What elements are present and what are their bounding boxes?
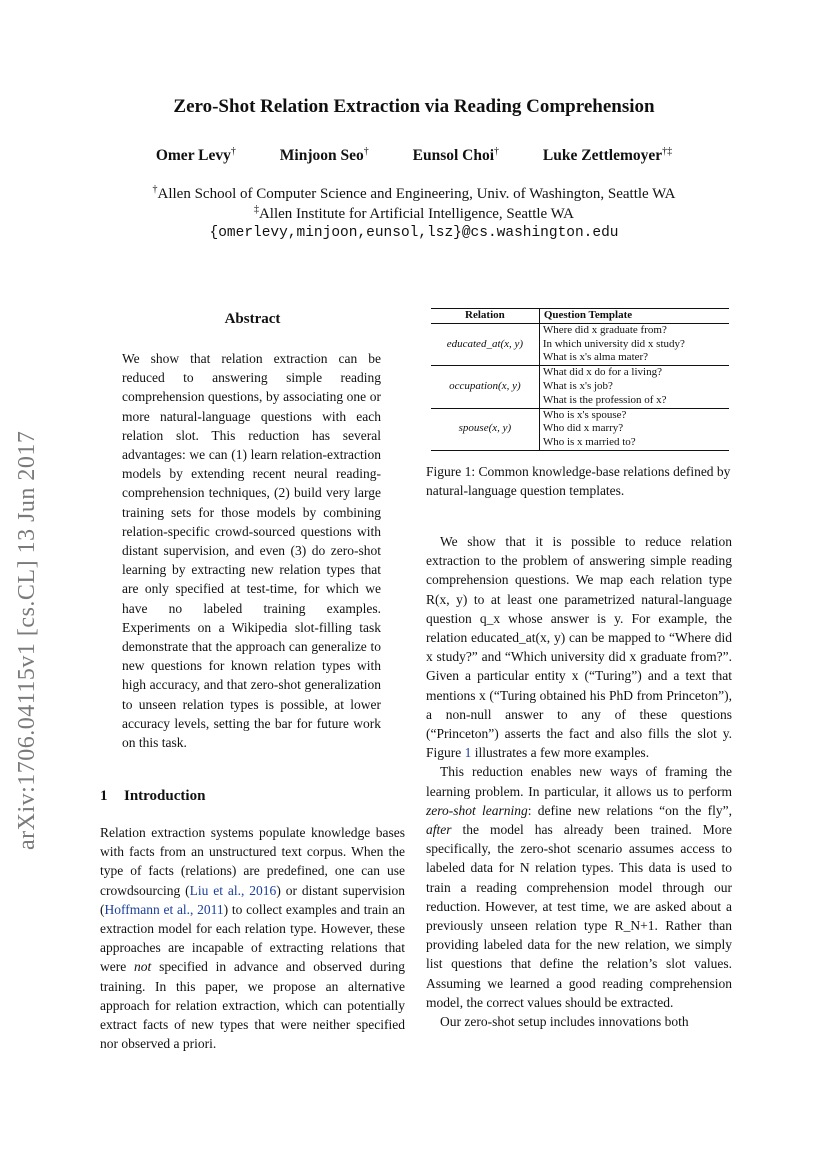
question-cell: Who is x's spouse? Who did x marry? Who is x married to? bbox=[539, 408, 729, 450]
affiliation: †Allen School of Computer Science and Engineering, Univ. of Washington, Seattle WA bbox=[152, 184, 676, 202]
paragraph: This reduction enables new ways of framing the learning problem. In particular, it allows us to perform zero-shot learning: define new relations “on the fly”, after the model has already been trained. More specifically, the zero-shot scenario assumes access to labeled data for N relation types. This data is used to train a reading comprehension model through our reduction. However, at test time, we are asked about a previously unseen relation type R_N+1. Rather than providing labeled data for the new relation, we simply list questions that define the relation’s slot values. Assuming we learned a good reading comprehension model, the correct values should be extracted. bbox=[426, 764, 733, 1010]
relation-cell: educated_at(x, y) bbox=[431, 323, 539, 365]
abstract-heading: Abstract bbox=[224, 311, 281, 327]
citation-link[interactable]: Liu et al., 2016 bbox=[189, 882, 277, 898]
author-email: {omerlevy,minjoon,eunsol,lsz}@cs.washington.edu bbox=[209, 225, 619, 241]
figure-1-table bbox=[431, 308, 729, 451]
relation-cell: spouse(x, y) bbox=[431, 408, 539, 450]
table-row bbox=[431, 408, 729, 450]
table-row bbox=[431, 366, 729, 408]
column-header: Relation bbox=[431, 309, 539, 324]
author-list bbox=[0, 146, 828, 165]
figure-ref-link[interactable]: 1 bbox=[464, 745, 472, 761]
column-header: Question Template bbox=[539, 309, 729, 324]
author: Luke Zettlemoyer†‡ bbox=[542, 146, 673, 165]
paper-title: Zero-Shot Relation Extraction via Reading Comprehension bbox=[173, 96, 655, 117]
question-cell: Where did x graduate from? In which university did x study? What is x's alma mater? bbox=[539, 323, 729, 365]
author: Minjoon Seo† bbox=[279, 146, 369, 165]
question-cell: What did x do for a living? What is x's job? What is the profession of x? bbox=[539, 366, 729, 408]
arxiv-stamp: arXiv:1706.04115v1 [cs.CL] 13 Jun 2017 bbox=[14, 430, 40, 850]
citation-link[interactable]: Hoffmann et al., 2011 bbox=[104, 901, 224, 917]
author: Eunsol Choi† bbox=[412, 146, 500, 165]
relation-cell: occupation(x, y) bbox=[431, 366, 539, 408]
paragraph: Our zero-shot setup includes innovations both bbox=[440, 1014, 689, 1030]
abstract-text: We show that relation extraction can be reduced to answering simple reading comprehension questions, by associating one or more natural-language questions with each relation slot. This reduction has several advantages: we can (1) learn relation-extraction models by extending recent neural reading-comprehension techniques, (2) build very large training sets for those models by combining relation-specific crowd-sourced questions with distant supervision, and even (3) do zero-shot learning by extracting new relation types that are only specified at test-time, for which we have no labeled training examples. Experiments on a Wikipedia slot-filling task demonstrate that the approach can generalize to new questions for known relation types with high accuracy, and that zero-shot generalization to unseen relation types is possible, at lower accuracy levels, setting the bar for future work on this task. bbox=[122, 351, 381, 751]
figure-caption: Figure 1: Common knowledge-base relations defined by natural-language question templates. bbox=[426, 464, 731, 499]
paragraph: We show that it is possible to reduce relation extraction to the problem of answering simple reading comprehension questions. We map each relation type R(x, y) to at least one parametrized natural-language question q_x whose answer is y. For example, the relation educated_at(x, y) can be mapped to “Where did x study?” and “Which university did x graduate from?”. Given a particular entity x (“Turing”) and a text that mentions x (“Turing obtained his PhD from Princeton”), a non-null answer to any of these questions (“Princeton”) asserts the fact and also fills the slot y. Figure 1 illustrates a few more examples. bbox=[426, 534, 732, 761]
affiliation: ‡Allen Institute for Artificial Intelligence, Seattle WA bbox=[253, 204, 575, 222]
author: Omer Levy† bbox=[155, 146, 236, 165]
right-column-text bbox=[426, 532, 732, 1031]
table-row bbox=[431, 323, 729, 365]
intro-paragraph: Relation extraction systems populate knowledge bases with facts from an unstructured text corpus. When the type of facts (relations) are predefined, one can use crowdsourcing (Liu et al., 2016) or distant supervision (Hoffmann et al., 2011) to collect examples and train an extraction model for each relation type. However, these approaches are incapable of extracting relations that were not specified in advance and observed during training. In this paper, we propose an alternative approach for relation extraction, which can potentially extract facts of new types that were neither specified nor observed a priori. bbox=[100, 825, 405, 1052]
section-heading: 1 Introduction bbox=[100, 788, 206, 804]
